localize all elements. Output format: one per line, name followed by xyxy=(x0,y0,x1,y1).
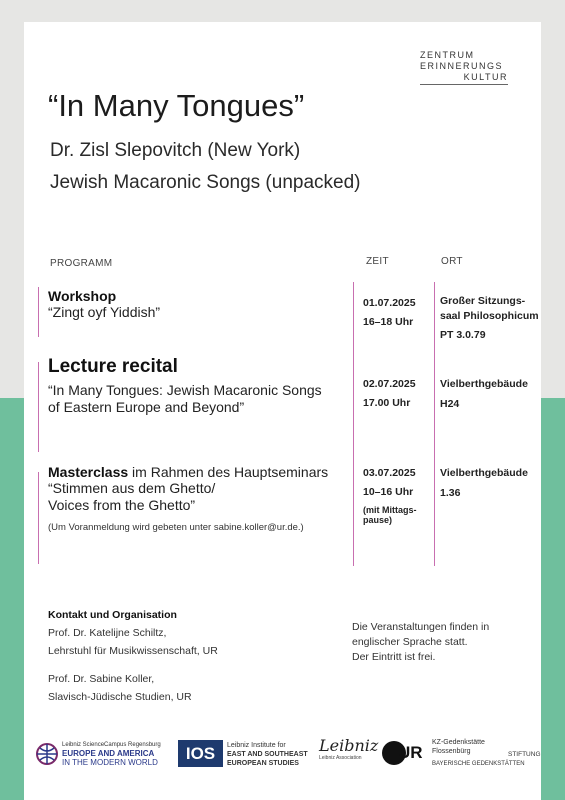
poster xyxy=(24,22,541,800)
event-2-time xyxy=(363,375,416,413)
ur-logo xyxy=(382,741,426,767)
contact-person-2: Prof. Dr. Sabine Koller, xyxy=(48,673,155,685)
event-hours: 16–18 Uhr xyxy=(363,316,414,328)
event-title: Masterclass xyxy=(48,464,129,480)
zentrum-erinnerungskultur-logo xyxy=(420,50,508,86)
kz-line-1: KZ-Gedenkstätte xyxy=(432,739,485,746)
event-hours: 17.00 Uhr xyxy=(363,397,411,409)
separator-ort xyxy=(434,282,435,566)
logo-line-2: ERINNERUNGS xyxy=(420,61,504,71)
event-date: 03.07.2025 xyxy=(363,467,416,479)
leibniz-small: Leibniz Association xyxy=(319,755,362,761)
leibniz-logo xyxy=(319,736,379,761)
event-3-place xyxy=(440,466,528,501)
header-zeit: ZEIT xyxy=(366,256,389,267)
contact-heading: Kontakt und Organisation xyxy=(48,609,177,621)
registration-note: (Um Voranmeldung wird gebeten unter sabine.koller@ur.de.) xyxy=(48,522,304,533)
event-hours: 10–16 Uhr xyxy=(363,486,414,498)
kz-line-3: BAYERISCHE GEDENKSTÄTTEN xyxy=(432,761,525,767)
note-line: Die Veranstaltungen finden in xyxy=(352,621,490,633)
place-line: Großer Sitzungs- xyxy=(440,295,526,307)
ios-line-2: EAST AND SOUTHEAST xyxy=(227,751,308,758)
event-1-place xyxy=(440,294,539,343)
place-line: H24 xyxy=(440,398,460,410)
note-line: englischer Sprache statt. xyxy=(352,636,468,648)
note-line: pause) xyxy=(363,515,393,525)
lunch-break-note xyxy=(363,505,417,525)
language-note xyxy=(352,620,489,665)
scc-small: Leibniz ScienceCampus Regensburg xyxy=(62,742,161,748)
ios-line-3: EUROPEAN STUDIES xyxy=(227,760,299,767)
event-subtitle: of Eastern Europe and Beyond” xyxy=(48,399,245,415)
place-line: Vielberthgebäude xyxy=(440,378,528,390)
kz-stiftung: STIFTUNG xyxy=(508,751,541,758)
header-ort: ORT xyxy=(441,256,463,267)
ios-logo xyxy=(178,740,308,770)
ur-mark: UR xyxy=(398,743,423,762)
event-1-time xyxy=(363,294,416,332)
event-date: 02.07.2025 xyxy=(363,378,416,390)
event-lecture-recital xyxy=(48,356,353,416)
scc-line-2: IN THE MODERN WORLD xyxy=(62,758,158,767)
header-programm: PROGRAMM xyxy=(50,258,113,269)
separator-event-3 xyxy=(38,472,39,564)
event-2-place xyxy=(440,377,528,412)
event-date: 01.07.2025 xyxy=(363,297,416,309)
separator-event-1 xyxy=(38,287,39,337)
kz-gedenkstaette-logo xyxy=(432,738,540,769)
ios-line-1: Leibniz Institute for xyxy=(227,742,286,749)
event-3-time xyxy=(363,464,417,525)
contact-person-1: Prof. Dr. Katelijne Schiltz, xyxy=(48,627,167,639)
event-title: Lecture recital xyxy=(48,356,178,377)
place-line: 1.36 xyxy=(440,487,461,499)
place-line: Vielberthgebäude xyxy=(440,467,528,479)
kz-line-2: Flossenbürg xyxy=(432,748,471,755)
event-subtitle: “Stimmen aus dem Ghetto/ xyxy=(48,480,216,496)
contact-role-2: Slavisch-Jüdische Studien, UR xyxy=(48,691,192,703)
logo-rule xyxy=(420,84,508,85)
contact-role-1: Lehrstuhl für Musikwissenschaft, UR xyxy=(48,645,218,657)
logo-line-3: KULTUR xyxy=(463,72,508,82)
event-masterclass xyxy=(48,464,353,533)
place-line: saal Philosophicum xyxy=(440,310,539,322)
separator-event-2 xyxy=(38,362,39,452)
speaker-line: Dr. Zisl Slepovitch (New York) xyxy=(50,140,301,161)
logo-line-1: ZENTRUM xyxy=(420,50,475,60)
scc-line-1: EUROPE AND AMERICA xyxy=(62,749,155,758)
globe-icon xyxy=(36,743,58,765)
event-subtitle: “In Many Tongues: Jewish Macaronic Songs xyxy=(48,382,322,398)
event-heading xyxy=(48,464,353,480)
contact-block xyxy=(48,606,218,706)
place-line: PT 3.0.79 xyxy=(440,329,486,341)
event-title-suffix: im Rahmen des Hauptseminars xyxy=(128,464,329,480)
topic-line: Jewish Macaronic Songs (unpacked) xyxy=(50,172,361,193)
ios-mark: IOS xyxy=(178,740,223,767)
event-subtitle: “Zingt oyf Yiddish” xyxy=(48,304,161,320)
event-workshop xyxy=(48,288,348,321)
poster-title: “In Many Tongues” xyxy=(48,88,305,123)
separator-zeit xyxy=(353,282,354,566)
event-title: Workshop xyxy=(48,288,117,304)
note-line: (mit Mittags- xyxy=(363,505,417,515)
event-subtitle: Voices from the Ghetto” xyxy=(48,497,196,513)
leibniz-mark: Leibniz xyxy=(319,736,379,755)
note-line: Der Eintritt ist frei. xyxy=(352,651,436,663)
